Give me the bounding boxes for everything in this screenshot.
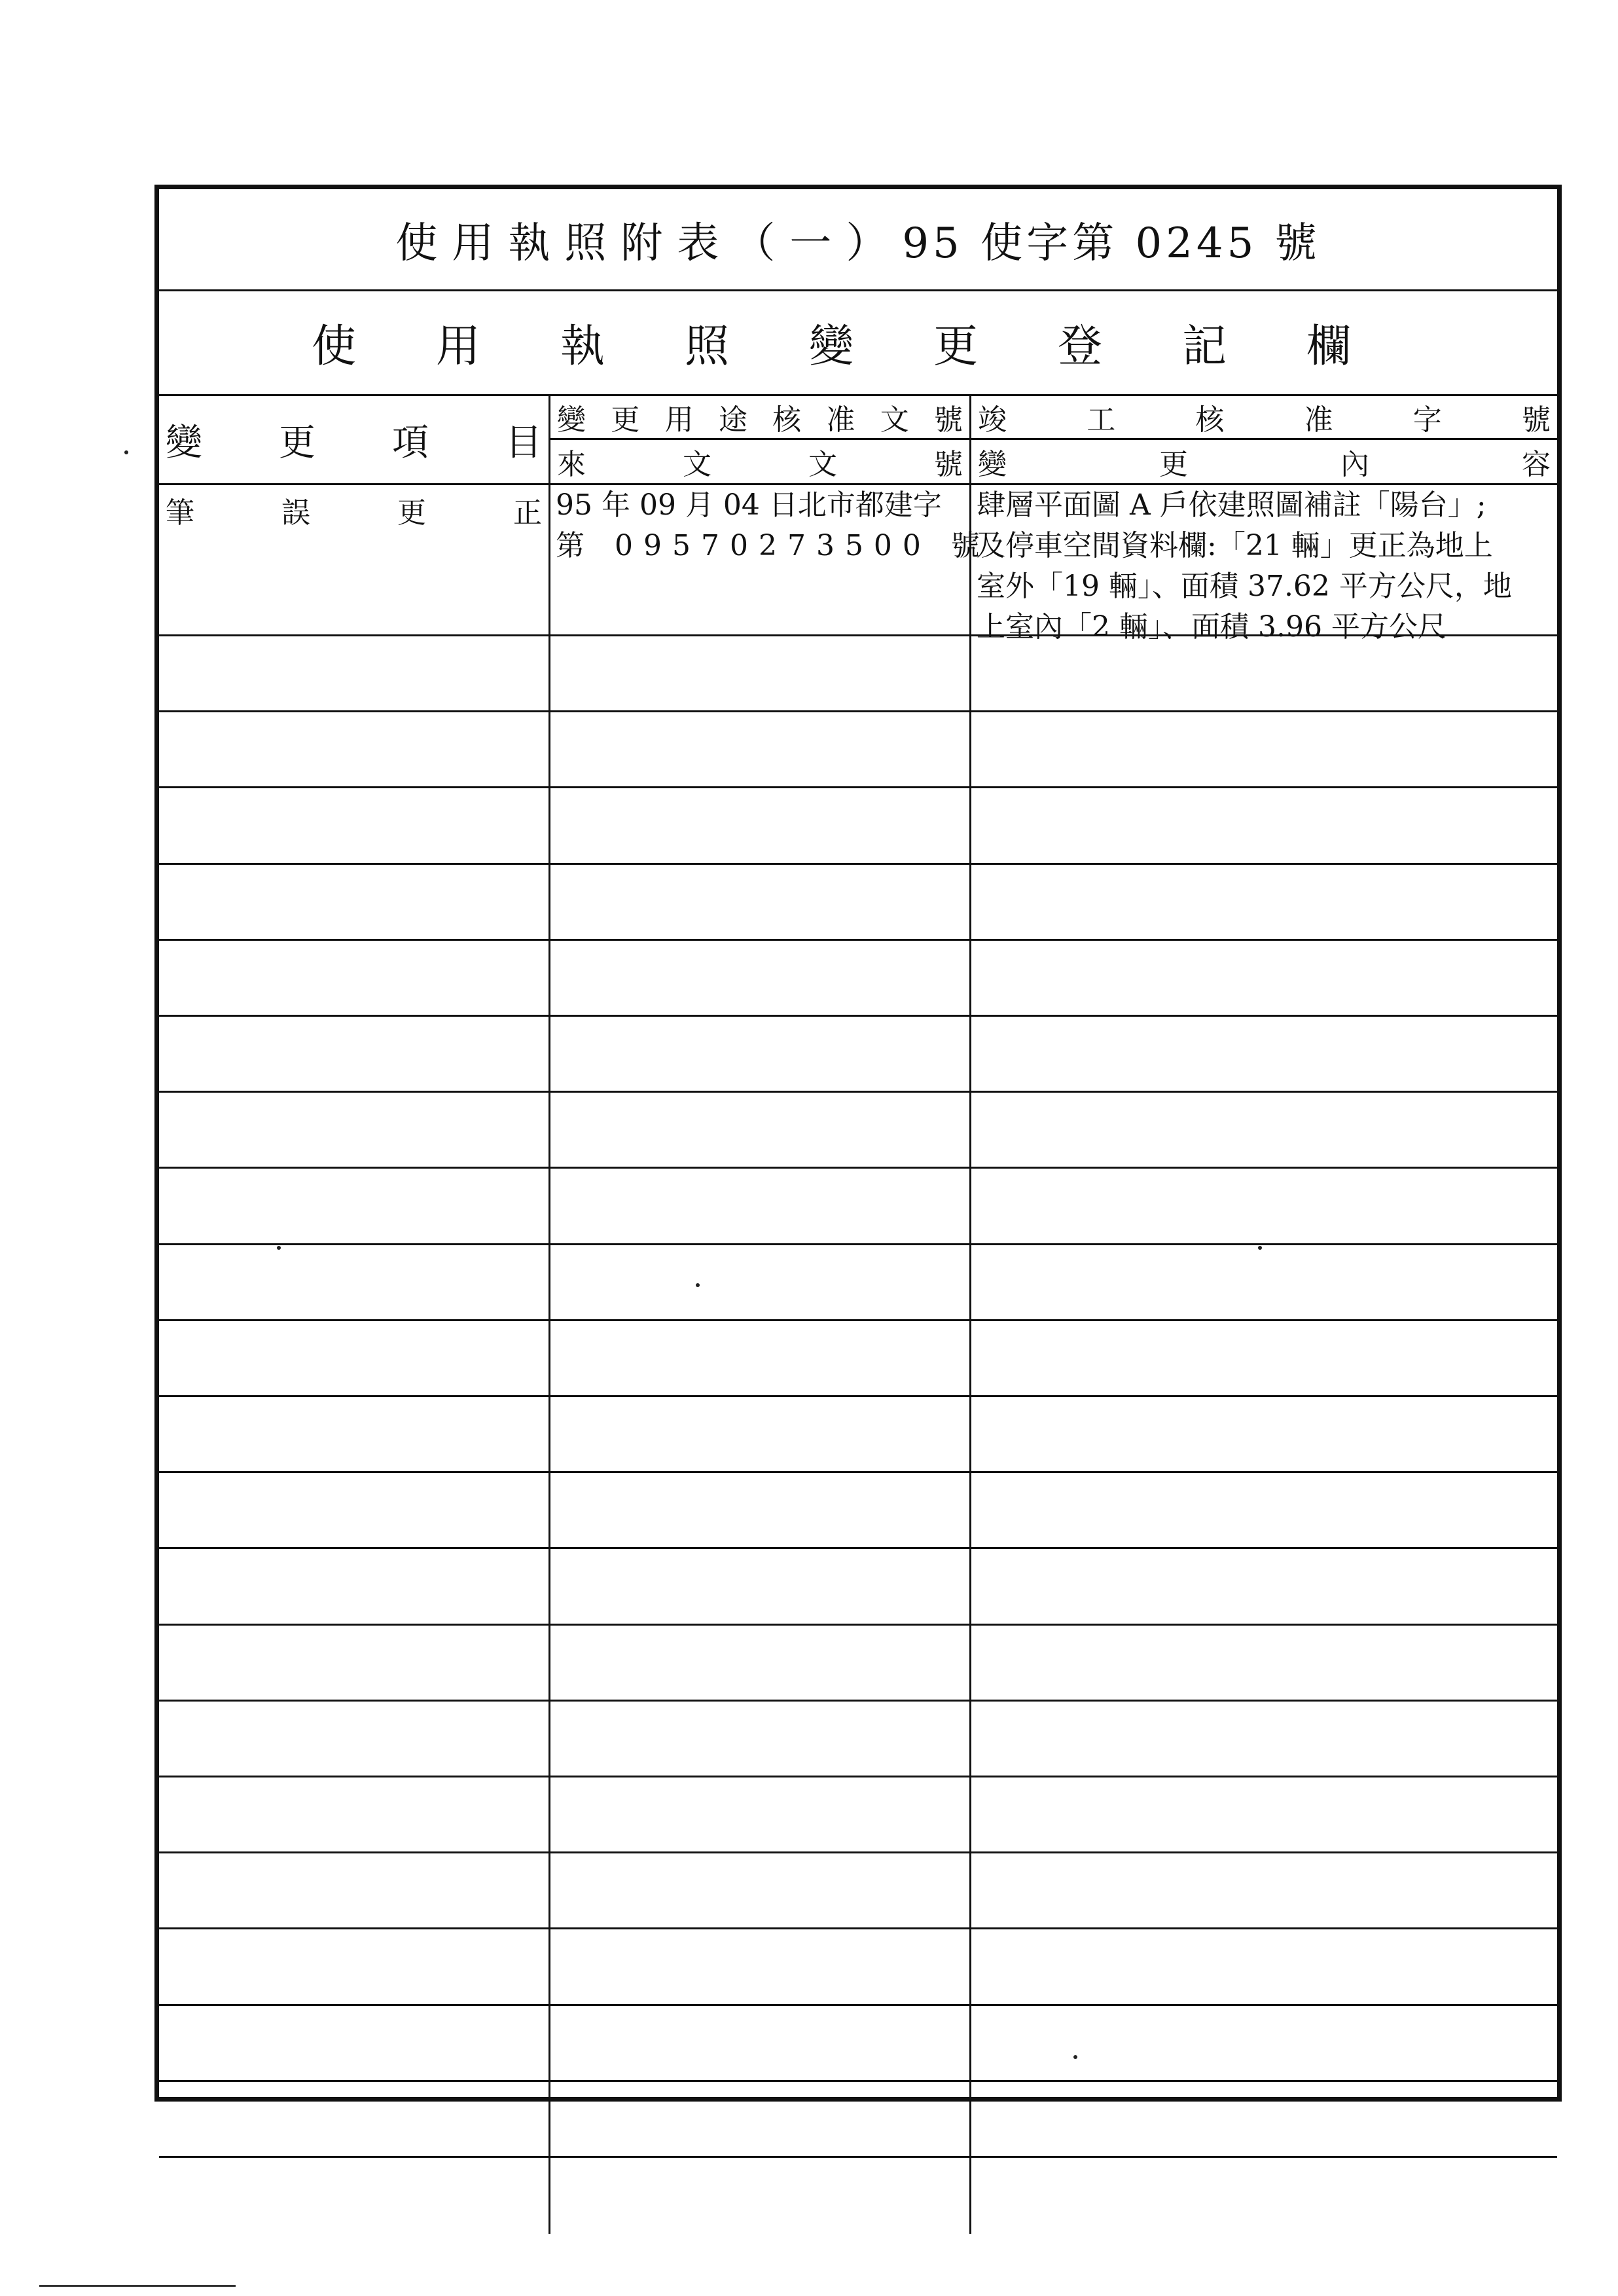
scan-speck [1258, 1246, 1262, 1250]
header-char: 內 [1340, 447, 1369, 481]
header-char: 更 [1159, 447, 1188, 481]
license-number: 95 使字第 0245 號 [902, 219, 1321, 268]
header-char: 途 [718, 403, 747, 437]
empty-cell [159, 712, 550, 786]
table-row [159, 1397, 1557, 1473]
item-char: 誤 [281, 496, 310, 530]
empty-cell [971, 941, 1557, 1015]
header-char: 核 [772, 403, 802, 437]
header-char: 來 [557, 447, 586, 481]
empty-cell [550, 1093, 971, 1167]
header-char: 更 [611, 403, 640, 437]
empty-cell [159, 1245, 550, 1319]
empty-cell [971, 788, 1557, 862]
empty-cell [971, 2006, 1557, 2080]
empty-cell [971, 1169, 1557, 1243]
header-char: 准 [1304, 403, 1333, 437]
empty-cell [550, 1626, 971, 1700]
entry-content-line: 上室內「2 輛」、面積 3.96 平方公尺 [977, 610, 1447, 644]
table-row [159, 941, 1557, 1017]
empty-cell [159, 788, 550, 862]
table-row [159, 485, 1557, 644]
item-char: 更 [397, 496, 426, 530]
empty-cell [159, 2158, 550, 2234]
entry-document-cell [550, 485, 990, 634]
empty-cell [971, 1777, 1557, 1851]
empty-cell [550, 1245, 971, 1319]
header-char: 號 [933, 403, 963, 437]
subtitle-text: 使用執照變更登記欄 [311, 321, 1431, 373]
table-row [159, 1169, 1557, 1245]
empty-cell [971, 1626, 1557, 1700]
table-row [159, 712, 1557, 788]
empty-cell [159, 1473, 550, 1547]
empty-cell [550, 1321, 971, 1395]
empty-cell [159, 1702, 550, 1776]
header-char: 用 [664, 403, 694, 437]
empty-cell [971, 1473, 1557, 1547]
header-incoming-doc [550, 441, 969, 483]
usage-license-form [154, 185, 1562, 2102]
table-row [159, 1702, 1557, 1777]
table-row [159, 1245, 1557, 1321]
empty-cell [971, 1549, 1557, 1623]
empty-cell [550, 1473, 971, 1547]
item-char: 筆 [166, 496, 194, 530]
header-char: 項 [392, 421, 429, 464]
empty-cell [159, 1777, 550, 1851]
empty-cell [159, 1397, 550, 1471]
table-row [159, 1093, 1557, 1169]
empty-cell [550, 1549, 971, 1623]
empty-cell [550, 1397, 971, 1471]
scan-speck [124, 450, 128, 454]
entry-item [159, 485, 548, 531]
empty-cell [971, 1245, 1557, 1319]
entry-document-line2: 第 09570273500 號 [556, 529, 990, 562]
title-prefix: 使用執照附表（一） [395, 219, 903, 268]
empty-cell [159, 2006, 550, 2080]
entry-content-cell [971, 485, 1557, 644]
empty-cell [971, 2082, 1557, 2156]
header-char: 變 [557, 403, 586, 437]
table-row [159, 2006, 1557, 2082]
table-row [159, 1321, 1557, 1397]
table-row [159, 788, 1557, 864]
empty-cell [159, 1549, 550, 1623]
empty-cell [550, 2082, 971, 2156]
header-char: 變 [166, 421, 202, 464]
scan-speck [1073, 2055, 1077, 2059]
header-completion-number [971, 396, 1557, 438]
empty-cell [550, 712, 971, 786]
header-approval-doc-top [550, 396, 969, 438]
header-change-item-label [159, 414, 548, 466]
empty-cell [971, 1397, 1557, 1471]
empty-cell [159, 2082, 550, 2156]
empty-cell [550, 1169, 971, 1243]
table-row [159, 636, 1557, 712]
empty-cell [971, 712, 1557, 786]
form-title [159, 189, 1557, 291]
header-char: 核 [1195, 403, 1225, 437]
entry-content-line: 室外「19 輛」、面積 37.62 平方公尺，地 [977, 570, 1512, 603]
item-char: 正 [513, 496, 542, 530]
header-char: 字 [1412, 403, 1442, 437]
empty-cell [550, 1853, 971, 1927]
empty-cell [971, 1321, 1557, 1395]
empty-cell [159, 941, 550, 1015]
empty-cell [971, 2158, 1557, 2234]
header-completion-content [971, 396, 1557, 485]
table-row [159, 1853, 1557, 1929]
empty-cell [159, 1929, 550, 2003]
header-char: 容 [1522, 447, 1551, 481]
form-subtitle [159, 291, 1557, 396]
empty-cell [550, 2158, 971, 2234]
empty-cell [550, 636, 971, 710]
table-row [159, 865, 1557, 941]
empty-cell [550, 1929, 971, 2003]
entry-content-line: 及停車空間資料欄:「21 輛」更正為地上 [977, 529, 1493, 562]
empty-cell [971, 1929, 1557, 2003]
header-char: 文 [808, 447, 837, 481]
entry-item-cell [159, 485, 550, 634]
header-approval-document [550, 396, 971, 485]
empty-cell [971, 1702, 1557, 1776]
header-char: 號 [1521, 403, 1551, 437]
table-row [159, 1473, 1557, 1549]
empty-cell [550, 1017, 971, 1091]
empty-cell [971, 1853, 1557, 1927]
header-char: 文 [683, 447, 711, 481]
table-row [159, 1549, 1557, 1625]
scan-speck [696, 1283, 700, 1287]
scan-speck [277, 1246, 281, 1250]
table-row [159, 1626, 1557, 1702]
empty-cell [159, 1017, 550, 1091]
header-change-item [159, 396, 550, 485]
empty-cell [159, 1321, 550, 1395]
empty-cell [159, 1853, 550, 1927]
entry-document-line1: 95 年 09 月 04 日北市都建字 [556, 488, 942, 522]
table-row [159, 2082, 1557, 2158]
header-char: 准 [826, 403, 855, 437]
scan-edge-line [39, 2285, 236, 2287]
table-row [159, 1929, 1557, 2005]
header-char: 工 [1087, 403, 1116, 437]
empty-cell [971, 1017, 1557, 1091]
header-change-content [971, 441, 1557, 483]
empty-cell [159, 1169, 550, 1243]
empty-cell [550, 788, 971, 862]
empty-cell [971, 865, 1557, 939]
table-row [159, 2158, 1557, 2234]
entry-content-line: 肆層平面圖 A 戶依建照圖補註「陽台」; [977, 488, 1486, 522]
header-char: 竣 [978, 403, 1007, 437]
empty-cell [550, 941, 971, 1015]
header-char: 文 [880, 403, 909, 437]
empty-cell [159, 1093, 550, 1167]
header-char: 更 [279, 421, 315, 464]
header-char: 目 [505, 421, 542, 464]
empty-cell [550, 865, 971, 939]
empty-cell [159, 1626, 550, 1700]
header-char: 號 [934, 447, 963, 481]
empty-cell [159, 865, 550, 939]
header-char: 變 [978, 447, 1007, 481]
empty-cell [550, 1702, 971, 1776]
empty-cell [159, 636, 550, 710]
empty-cell [971, 636, 1557, 710]
table-row [159, 1017, 1557, 1093]
empty-cell [550, 1777, 971, 1851]
table-row [159, 1777, 1557, 1853]
empty-cell [550, 2006, 971, 2080]
empty-cell [971, 1093, 1557, 1167]
